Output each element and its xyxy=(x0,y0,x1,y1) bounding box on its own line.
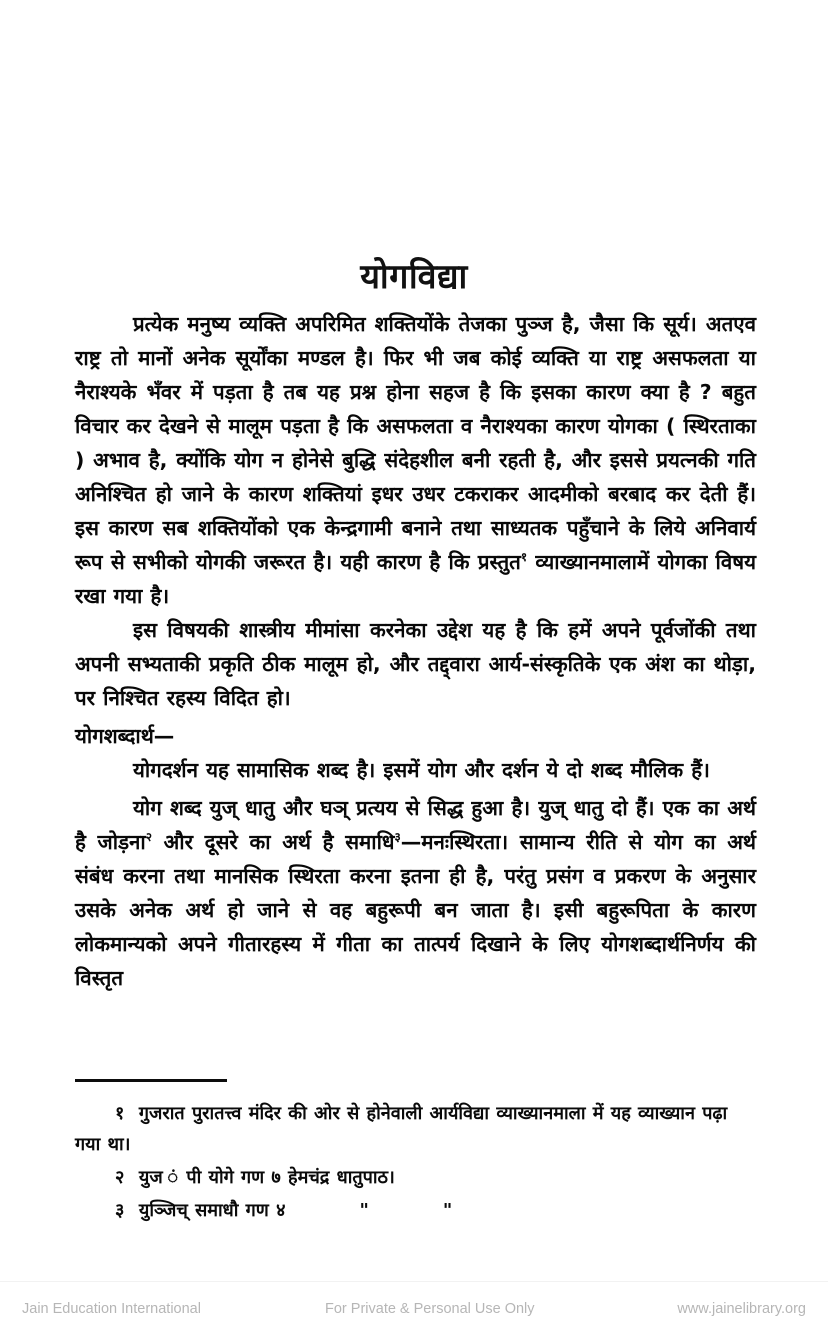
paragraph-3: योगदर्शन यह सामासिक शब्द है। इसमें योग और दर्शन ये दो शब्द मौलिक हैं। xyxy=(133,758,710,782)
paragraph-4-segment-2: और दूसरे का अर्थ है समाधि xyxy=(151,830,395,854)
paragraph-1-tail: व्याख्यानमालामें योगका विषय रखा गया है। xyxy=(75,550,756,608)
footnotes-block xyxy=(75,1098,756,1228)
section-heading-yogashabdartha: योगशब्दार्थ— xyxy=(75,724,175,748)
paragraph-2: इस विषयकी शास्त्रीय मीमांसा करनेका उद्देश यह है कि हमें अपने पूर्वजोंकी तथा अपनी सभ्यताकी प्रकृति ठीक मालूम हो, और तद्द्वारा आर्य-संस्कृतिके एक अंश का थोड़ा, पर निश्चित रहस्य विदित हो। xyxy=(75,618,756,710)
footnote-2 xyxy=(75,1162,756,1193)
paragraph-1 xyxy=(75,307,756,613)
body-text-column xyxy=(75,307,756,999)
footnote-2-text: युज ं पी योगे गण ७ हेमचंद्र धातुपाठ। xyxy=(138,1167,395,1188)
footnote-1-text: गुजरात पुरातत्त्व मंदिर की ओर से होनेवाली आर्यविद्या व्याख्यानमाला में यह व्याख्यान पढ़ा गया था। xyxy=(75,1103,728,1155)
footer-organization-label: Jain Education International xyxy=(22,1301,201,1317)
footnote-marker-2-ref[interactable]: २ xyxy=(145,830,152,845)
ditto-mark-1: " xyxy=(359,1200,369,1221)
paragraph-4 xyxy=(75,791,756,995)
paragraph-4-segment-1: योग शब्द युज् धातु और घञ् प्रत्यय से सिद्ध हुआ है। युज् धातु दो हैं। एक का अर्थ है जोड़ना xyxy=(75,796,756,854)
paragraph-4-segment-3: —मनःस्थिरता। सामान्य रीति से योग का अर्थ संबंध करना तथा मानसिक स्थिरता करना इतना ही है, परंतु प्रसंग व प्रकरण के अनुसार उसके अनेक अर्थ हो जाने से वह बहुरूपी बन जाता है। इसी बहुरूपिता के कारण लोकमान्यको अपने गीतारहस्य में गीता का तात्पर्य दिखाने के लिए योगशब्दार्थनिर्णय की विस्तृत xyxy=(75,830,756,990)
footnote-3 xyxy=(75,1195,756,1226)
footnote-1 xyxy=(75,1098,756,1160)
footnote-separator-rule xyxy=(75,1079,227,1082)
paragraph-1-text: प्रत्येक मनुष्य व्यक्ति अपरिमित शक्तियोंके तेजका पुञ्ज है, जैसा कि सूर्य। अतएव राष्ट्र तो मानों अनेक सूर्योंका मण्डल है। फिर भी जब कोई व्यक्ति या राष्ट्र असफलता या नैराश्यके भँवर में पड़ता है तब यह प्रश्न होना सहज है कि इसका कारण क्या है ? बहुत विचार कर देखने से मालूम पड़ता है कि असफलता व नैराश्यका कारण योगका ( स्थिरताका ) अभाव है, क्योंकि योग न होनेसे बुद्धि संदेहशील बनी रहती है, और इससे प्रयत्नकी गति अनिश्चित हो जाने के कारण शक्तियां इधर उधर टकराकर आदमीको बरबाद कर देती हैं। इस कारण सब शक्तियोंको एक केन्द्रगामी बनाने तथा साध्यतक पहुँचाने के लिये अनिवार्य रूप से सभीको योगकी जरूरत है। यही कारण है कि प्रस्तुत xyxy=(75,312,756,574)
footnote-marker-3-ref[interactable]: ३ xyxy=(394,830,401,845)
footer-website-link[interactable]: www.jainelibrary.org xyxy=(677,1301,806,1317)
ditto-mark-2: " xyxy=(442,1200,453,1221)
footnote-3-marker: ३ xyxy=(115,1200,125,1221)
footnote-1-marker: १ xyxy=(115,1103,125,1124)
footnote-marker-1-ref[interactable]: १ xyxy=(520,550,528,565)
footnote-2-marker: २ xyxy=(115,1167,125,1188)
footer-usage-notice: For Private & Personal Use Only xyxy=(325,1301,535,1317)
library-footer-bar xyxy=(0,1281,828,1338)
footnote-3-text: युञ्जिच् समाधौ गण ४ xyxy=(138,1200,286,1221)
page-title: योगविद्या xyxy=(360,256,468,297)
